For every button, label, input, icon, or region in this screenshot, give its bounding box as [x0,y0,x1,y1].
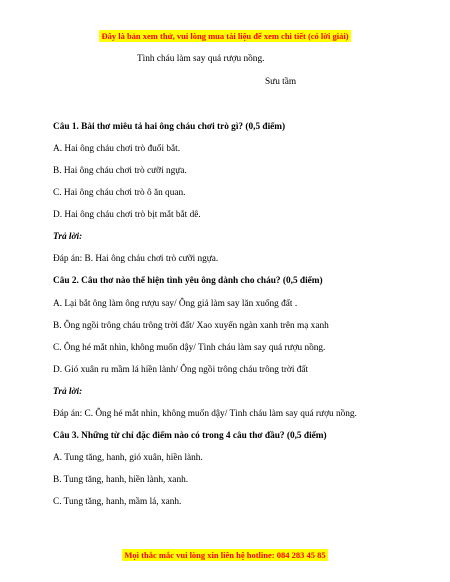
source-credit: Sưu tầm [265,77,297,87]
question-2-title: Câu 2. Câu thơ nào thể hiện tình yêu ông dành cho cháu? (0,5 điểm) [53,276,323,286]
question-2-option-c: C. Ông hé mắt nhìn, không muốn dậy/ Tình cháu làm say quá rượu nồng. [53,343,326,353]
question-3-option-c: C. Tung tăng, hanh, mầm lá, xanh. [53,497,182,507]
poem-line: Tình cháu làm say quá rượu nồng. [137,54,265,64]
question-2-option-b: B. Ông ngồi trông cháu trông trời đất/ Xao xuyến ngàn xanh trên mạ xanh [53,321,329,331]
question-1-option-d: D. Hai ông cháu chơi trò bịt mắt bắt dê. [53,210,201,220]
question-1-answer-label: Trả lời: [53,232,83,242]
question-1-title: Câu 1. Bài thơ miêu tả hai ông cháu chơi trò gì? (0,5 điểm) [53,122,286,132]
footer-notice-text: Mọi thắc mắc vui lòng xin liên hệ hotline: 084 283 45 85 [124,550,326,560]
question-1-option-c: C. Hai ông cháu chơi trò ô ăn quan. [53,188,186,198]
question-3-option-a: A. Tung tăng, hanh, gió xuân, hiền lành. [53,453,203,463]
question-1-option-b: B. Hai ông cháu chơi trò cưỡi ngựa. [53,166,187,176]
header-notice-text: Đây là bản xem thử, vui lòng mua tài liệu để xem chi tiết (có lời giải) [101,31,349,41]
header-notice [0,26,450,44]
question-2-answer: Đáp án: C. Ông hé mắt nhìn, không muốn dậy/ Tình cháu làm say quá rượu nồng. [53,409,357,419]
question-3-title: Câu 3. Những từ chỉ đặc điểm nào có trong 4 câu thơ đầu? (0,5 điểm) [53,431,327,441]
question-3-option-b: B. Tung tăng, hanh, hiền lành, xanh. [53,475,189,485]
question-2-option-d: D. Gió xuân ru mầm lá hiền lành/ Ông ngồi trông cháu trông trời đất [53,365,309,375]
footer-notice [0,545,450,563]
question-2-answer-label: Trả lời: [53,387,83,397]
question-2-option-a: A. Lại bắt ông làm ông rượu say/ Ông giả làm say lăn xuống đất . [53,299,298,309]
question-1-answer: Đáp án: B. Hai ông cháu chơi trò cưỡi ngựa. [53,254,219,264]
question-1-option-a: A. Hai ông cháu chơi trò đuổi bắt. [53,144,181,154]
